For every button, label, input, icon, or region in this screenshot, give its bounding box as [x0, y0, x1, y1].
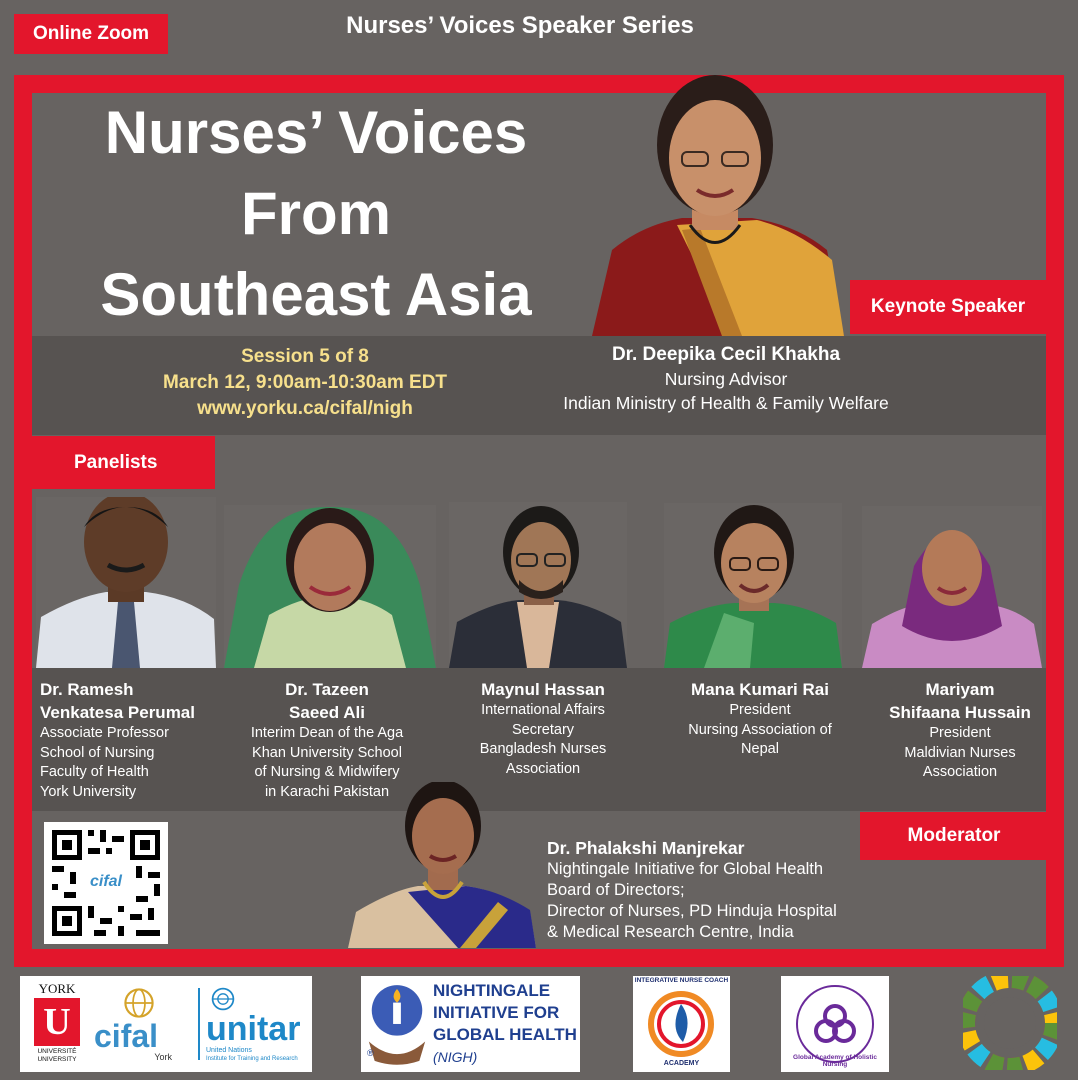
- session-number: Session 5 of 8: [241, 346, 369, 367]
- panelist-1-photo: [36, 497, 216, 668]
- sdg-wheel-icon: [963, 976, 1057, 1070]
- session-info: [110, 344, 500, 422]
- panelist-2-name-1: Dr. Tazeen: [285, 680, 369, 699]
- panelist-1-role-3: Faculty of Health: [40, 764, 149, 780]
- session-datetime: March 12, 9:00am-10:30am EDT: [162, 372, 448, 393]
- nigh-line-1: NIGHTINGALE: [433, 981, 551, 1000]
- moderator-name: Dr. Phalakshi Manjrekar: [547, 838, 745, 858]
- cifal-text: cifal: [94, 1018, 159, 1054]
- panelist-5-name-2: Shifaana Hussain: [889, 703, 1031, 722]
- moderator-label: Moderator: [860, 812, 1048, 860]
- title-line-1: Nurses’ Voices: [104, 99, 528, 166]
- york-logo: [28, 982, 86, 1064]
- nigh-line-2: INITIATIVE FOR: [433, 1003, 560, 1022]
- globe-icon: [122, 986, 156, 1020]
- panelist-2-role-3: of Nursing & Midwifery: [254, 764, 400, 780]
- inca-logo: [633, 976, 730, 1072]
- panelist-5-role-3: Association: [922, 764, 998, 780]
- panelist-1-name-2: Venkatesa Perumal: [40, 703, 195, 722]
- panelist-2-role-1: Interim Dean of the Aga: [250, 725, 404, 741]
- york-top-text: YORK: [38, 981, 76, 996]
- panelist-3-info: [450, 678, 636, 779]
- panelist-5-name-1: Mariyam: [925, 680, 995, 699]
- panelist-4-photo: [664, 503, 842, 668]
- panelist-1-info: [40, 678, 230, 802]
- online-zoom-badge: Online Zoom: [14, 14, 168, 54]
- panelist-4-name-1: Mana Kumari Rai: [691, 680, 829, 699]
- keynote-name: Dr. Deepika Cecil Khakha: [611, 344, 841, 365]
- york-sub-2: UNIVERSITY: [37, 1056, 77, 1063]
- panelist-5-role-2: Maldivian Nurses: [904, 744, 1016, 761]
- nurse-coach-emblem-icon: [633, 976, 730, 1072]
- panelist-1-name-1: Dr. Ramesh: [40, 680, 134, 699]
- moderator-role-1: Nightingale Initiative for Global Health: [547, 860, 824, 878]
- panelist-1-role-4: York University: [40, 783, 137, 800]
- moderator-photo: [348, 782, 536, 948]
- keynote-role-2: Indian Ministry of Health & Family Welfare: [563, 393, 889, 413]
- cifal-logo: [94, 986, 184, 1062]
- panelist-4-role-1: President: [729, 702, 791, 718]
- panelist-4-info: [664, 678, 856, 760]
- nigh-text: [433, 980, 579, 1068]
- panelist-2-photo: [224, 505, 436, 668]
- title-line-2: From: [241, 180, 391, 247]
- unitar-sub-2: Institute for Training and Research: [206, 1056, 298, 1062]
- qr-code[interactable]: [44, 822, 168, 944]
- moderator-role-2: Board of Directors;: [547, 881, 685, 899]
- panelist-3-role-4: Association: [505, 760, 581, 777]
- session-url[interactable]: www.yorku.ca/cifal/nigh: [197, 398, 413, 419]
- panelists-label: Panelists: [32, 436, 215, 489]
- event-title: [36, 92, 596, 335]
- moderator-role-4: & Medical Research Centre, India: [547, 923, 794, 941]
- panelist-4-role-3: Nepal: [741, 741, 779, 757]
- sdg-wheel-logo: [963, 976, 1057, 1070]
- nigh-line-4: (NIGH): [433, 1049, 478, 1065]
- nigh-logo: [361, 976, 580, 1072]
- nigh-line-3: GLOBAL HEALTH: [433, 1025, 577, 1044]
- york-sub-1: UNIVERSITÉ: [37, 1048, 77, 1055]
- unitar-text: unitar: [206, 1010, 301, 1048]
- un-emblem-icon: [210, 986, 236, 1012]
- york-cifal-unitar-logo: [20, 976, 312, 1072]
- panelist-5-info: [870, 678, 1050, 783]
- york-u-mark: U: [34, 998, 80, 1046]
- keynote-info: [520, 343, 932, 415]
- keynote-speaker-photo: [582, 50, 852, 336]
- panelist-1-role-1: Associate Professor: [40, 725, 169, 741]
- panelist-2-name-2: Saeed Ali: [289, 703, 365, 722]
- panelist-3-role-3: Bangladesh Nurses: [479, 741, 607, 757]
- logo-divider: [198, 988, 200, 1060]
- panelist-5-role-1: President: [929, 725, 991, 741]
- cifal-sub: York: [154, 1052, 172, 1062]
- moderator-info: [547, 838, 867, 943]
- gahn-logo: [781, 976, 889, 1072]
- inca-top-text: INTEGRATIVE NURSE COACH: [634, 977, 729, 984]
- qr-overlay-text: cifal: [80, 870, 132, 894]
- moderator-role-3: Director of Nurses, PD Hinduja Hospital: [547, 902, 837, 920]
- nigh-reg-mark: ®: [367, 1048, 374, 1058]
- panelist-3-role-1: International Affairs: [481, 702, 605, 718]
- inca-bottom-text: ACADEMY: [663, 1060, 700, 1067]
- title-line-3: Southeast Asia: [100, 261, 532, 328]
- panelist-5-photo: [862, 506, 1042, 668]
- series-title: Nurses’ Voices Speaker Series: [346, 12, 694, 39]
- panelist-3-role-2: Secretary: [511, 721, 575, 738]
- keynote-role-1: Nursing Advisor: [664, 369, 788, 389]
- gahn-text: Global Academy of Holistic Nursing: [793, 1054, 877, 1068]
- panelist-2-role-2: Khan University School: [252, 744, 402, 761]
- unitar-logo: [206, 986, 310, 1063]
- panelist-3-photo: [449, 502, 627, 668]
- unitar-sub-1: United Nations: [206, 1047, 252, 1054]
- keynote-speaker-label: Keynote Speaker: [850, 280, 1046, 334]
- panelist-2-role-4: in Karachi Pakistan: [264, 783, 390, 800]
- panelist-3-name-1: Maynul Hassan: [481, 680, 605, 699]
- panelist-1-role-2: School of Nursing: [40, 744, 155, 761]
- panelist-4-role-2: Nursing Association of: [688, 721, 832, 738]
